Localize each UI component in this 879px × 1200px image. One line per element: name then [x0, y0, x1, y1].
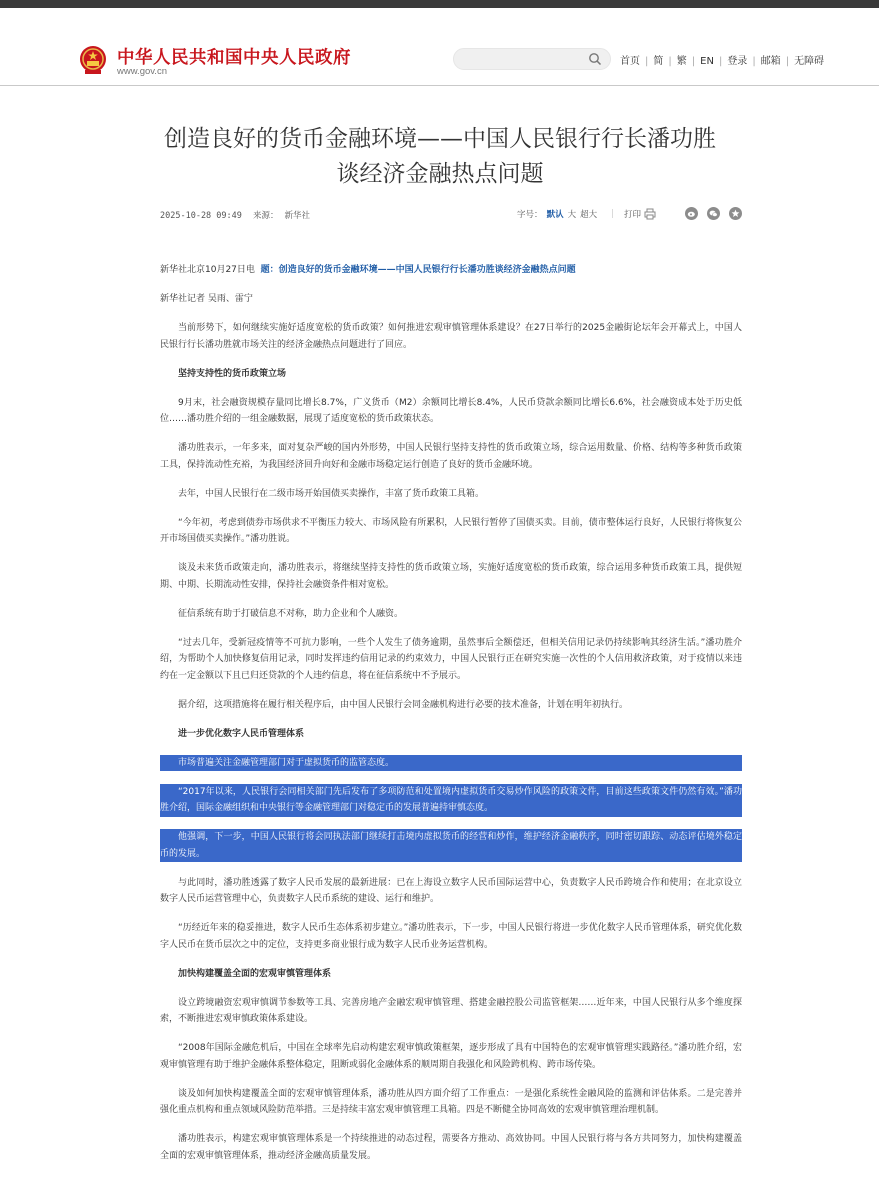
favorite-star-icon[interactable]: [729, 207, 742, 220]
search-box[interactable]: [453, 48, 611, 70]
selected-paragraph: 他强调，下一步，中国人民银行将会同执法部门继续打击境内虚拟货币的经营和炒作，维护经济金融秩序，同时密切跟踪、动态评估境外稳定币的发展。: [160, 829, 742, 862]
nav-home[interactable]: 首页: [620, 56, 640, 67]
dateline-paragraph: [160, 262, 742, 279]
source-name: 新华社: [284, 211, 311, 221]
selected-paragraph: 市场普遍关注金融管理部门对于虚拟货币的监管态度。: [160, 755, 742, 772]
article-title-line2: 谈经济金融热点问题: [336, 161, 544, 187]
paragraph: “历经近年来的稳妥推进，数字人民币生态体系初步建立。”潘功胜表示，下一步，中国人民银行将进一步优化数字人民币管理体系，研究优化数字人民币在货币层次之中的定位，支持更多商业银行成为数字人民币业务运营机构。: [160, 923, 742, 950]
print-label[interactable]: 打印: [623, 209, 641, 220]
paragraph: “过去几年，受新冠疫情等不可抗力影响，一些个人发生了债务逾期，虽然事后全额偿还，但相关信用记录仍持续影响其经济生活。”潘功胜介绍，为帮助个人加快修复信用记录，同时发挥违约信用记录的约束效力，中国人民银行正在研究实施一次性的个人信用救济政策，对于疫情以来违约在一定金额以下且已归还贷款的个人违约信息，将在征信系统中不予展示。: [160, 637, 742, 681]
byline: 新华社记者 吴雨、雷宁: [160, 294, 253, 304]
nav-simplified[interactable]: 简: [653, 56, 664, 67]
article-title: [120, 122, 760, 192]
paragraph: “今年初，考虑到债券市场供求不平衡压力较大、市场风险有所累积，人民银行暂停了国债买卖。目前，债市整体运行良好，人民银行将恢复公开市场国债买卖操作。”潘功胜说。: [160, 517, 742, 544]
fontsize-xlarge[interactable]: 超大: [580, 209, 598, 220]
paragraph: 9月末，社会融资规模存量同比增长8.7%，广义货币（M2）余额同比增长8.4%，人民币贷款余额同比增长6.6%，社会融资成本处于历史低位……潘功胜介绍的一组金融数据，展现了适度宽松的货币政策状态。: [160, 397, 742, 424]
paragraph: 去年，中国人民银行在二级市场开始国债买卖操作，丰富了货币政策工具箱。: [178, 488, 485, 499]
section-heading: 进一步优化数字人民币管理体系: [178, 728, 305, 739]
article-title-line1: 创造良好的货币金融环境——中国人民银行行长潘功胜: [164, 126, 716, 152]
lead-title: 题：创造良好的货币金融环境——中国人民银行行长潘功胜谈经济金融热点问题: [260, 265, 576, 275]
article-body: [160, 262, 742, 1177]
nav-traditional[interactable]: 繁: [676, 56, 687, 67]
top-nav: 首页 | 简 | 繁 | EN | 登录 | 邮箱 | 无障碍: [620, 56, 825, 67]
top-bar: [0, 0, 879, 8]
site-url: www.gov.cn: [117, 66, 167, 77]
wechat-share-icon[interactable]: [707, 207, 720, 220]
paragraph: 征信系统有助于打破信息不对称，助力企业和个人融资。: [178, 608, 404, 619]
dateline: 新华社北京10月27日电: [160, 265, 255, 275]
fontsize-label: 字号：: [517, 209, 543, 220]
print-icon[interactable]: [644, 208, 656, 220]
section-heading: 坚持支持性的货币政策立场: [178, 368, 287, 379]
section-heading: 加快构建覆盖全面的宏观审慎管理体系: [178, 968, 332, 979]
paragraph: 潘功胜表示，一年多来，面对复杂严峻的国内外形势，中国人民银行坚持支持性的货币政策立场，综合运用数量、价格、结构等多种货币政策工具，保持流动性充裕，为我国经济回升向好和金融市场稳定运行创造了良好的货币金融环境。: [160, 443, 742, 470]
selected-paragraph: “2017年以来，人民银行会同相关部门先后发布了多项防范和处置境内虚拟货币交易炒作风险的政策文件，目前这些政策文件仍然有效。”潘功胜介绍，国际金融组织和中央银行等金融管理部门对稳定币的发展普遍持审慎态度。: [160, 784, 742, 817]
paragraph: 与此同时，潘功胜透露了数字人民币发展的最新进展：已在上海设立数字人民币国际运营中心，负责数字人民币跨境合作和使用；在北京设立数字人民币运营管理中心，负责数字人民币系统的建设、运行和维护。: [160, 877, 742, 904]
site-header: [0, 8, 879, 86]
source-label: 来源：: [253, 211, 279, 221]
publish-date: 2025-10-28 09:49: [160, 211, 242, 221]
article-meta: 2025-10-28 09:49 来源： 新华社 字号： 默认 大 超大 | 打印: [160, 207, 742, 223]
paragraph: 潘功胜表示，构建宏观审慎管理体系是一个持续推进的动态过程，需要各方推动、高效协同。中国人民银行将与各方共同努力，加快构建覆盖全面的宏观审慎管理体系，推动经济金融高质量发展。: [160, 1134, 742, 1161]
site-name[interactable]: 中华人民共和国中央人民政府: [117, 48, 351, 68]
fontsize-large[interactable]: 大: [567, 209, 577, 220]
weibo-share-icon[interactable]: [685, 207, 698, 220]
paragraph: 谈及未来货币政策走向，潘功胜表示，将继续坚持支持性的货币政策立场，实施好适度宽松的货币政策，综合运用多种货币政策工具，提供短期、中期、长期流动性安排，保持社会融资条件相对宽松。: [160, 563, 742, 590]
national-emblem-icon[interactable]: [78, 44, 108, 76]
nav-mail[interactable]: 邮箱: [760, 56, 781, 67]
search-icon[interactable]: [588, 52, 602, 66]
paragraph: 谈及如何加快构建覆盖全面的宏观审慎管理体系，潘功胜从四方面介绍了工作重点：一是强化系统性金融风险的监测和评估体系。二是完善并强化重点机构和重点领域风险防范举措。三是持续丰富宏观审慎管理工具箱。四是不断健全协同高效的宏观审慎管理治理机制。: [160, 1088, 742, 1115]
search-input[interactable]: [464, 52, 589, 72]
nav-english[interactable]: EN: [700, 56, 714, 67]
paragraph: 设立跨境融资宏观审慎调节参数等工具、完善房地产金融宏观审慎管理、搭建金融控股公司监管框架……近年来，中国人民银行从多个维度探索，不断推进宏观审慎政策体系建设。: [160, 997, 742, 1024]
paragraph: 当前形势下，如何继续实施好适度宽松的货币政策？如何推进宏观审慎管理体系建设？在27日举行的2025金融街论坛年会开幕式上，中国人民银行行长潘功胜就市场关注的经济金融热点问题进行了回应。: [160, 323, 742, 350]
nav-login[interactable]: 登录: [727, 56, 748, 67]
paragraph: “2008年国际金融危机后，中国在全球率先启动构建宏观审慎政策框架，逐步形成了具有中国特色的宏观审慎管理实践路径。”潘功胜介绍，宏观审慎管理有助于维护金融体系整体稳定，阻断或弱化金融体系的顺周期自我强化和风险跨机构、跨市场传染。: [160, 1043, 742, 1070]
paragraph: 据介绍，这项措施将在履行相关程序后，由中国人民银行会同金融机构进行必要的技术准备，计划在明年初执行。: [178, 699, 629, 710]
fontsize-default[interactable]: 默认: [546, 209, 564, 220]
nav-accessibility[interactable]: 无障碍: [794, 56, 825, 67]
